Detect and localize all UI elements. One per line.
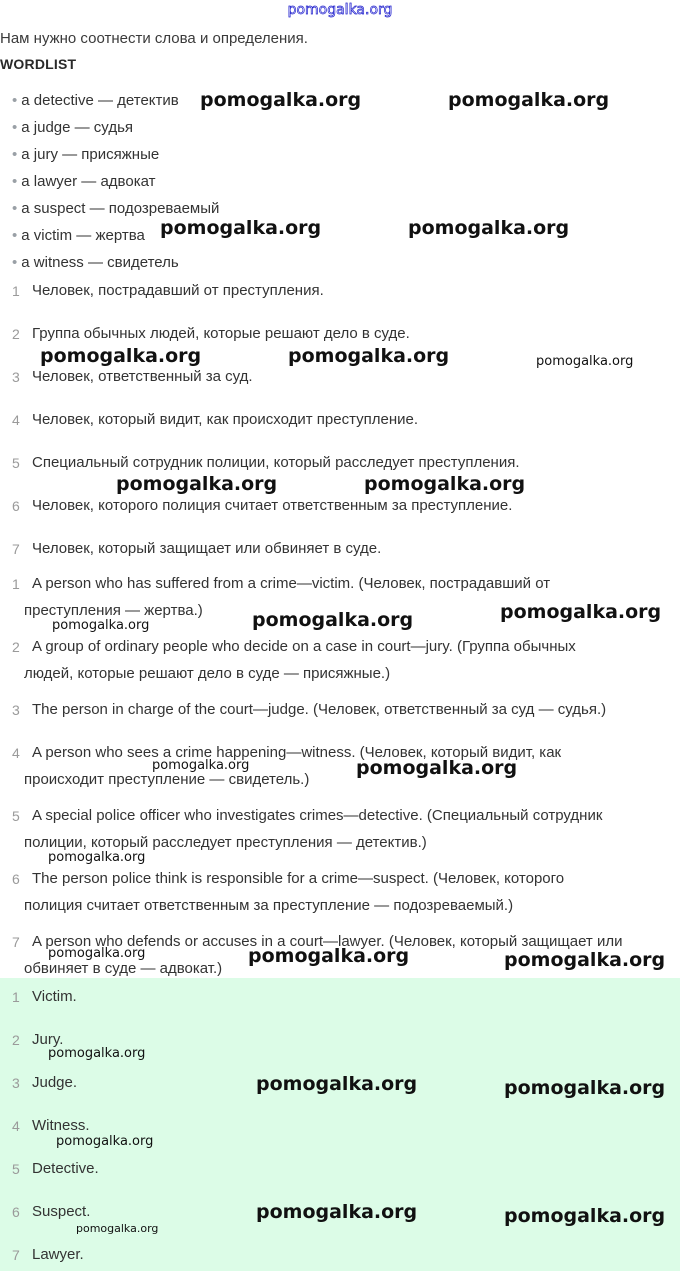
bullet-icon: • bbox=[12, 92, 18, 109]
explanation-line: The person police think is responsible for a crime—suspect. (Человек, которого bbox=[32, 870, 565, 887]
wordlist-item-text: a judge — судья bbox=[21, 119, 134, 136]
wordlist-item bbox=[12, 227, 145, 244]
explanation-line: A person who has suffered from a crime—victim. (Человек, пострадавший от bbox=[32, 575, 551, 592]
definition-text: Человек, который защищает или обвиняет в суде. bbox=[32, 540, 382, 557]
watermark: pomogalka.org bbox=[256, 1201, 418, 1223]
explanation-line: A person who sees a crime happening—witness. (Человек, который видит, как bbox=[32, 744, 562, 761]
watermark: pomogalka.org bbox=[364, 473, 526, 495]
explanation-line: полиции, который расследует преступления — детектив.) bbox=[24, 834, 427, 851]
bullet-icon: • bbox=[12, 227, 18, 244]
explanation-line: обвиняет в суде — адвокат.) bbox=[24, 960, 223, 977]
explanation-line: преступления — жертва.) bbox=[24, 602, 203, 619]
explanation-number: 5 bbox=[12, 808, 20, 824]
watermark: pomogalka.org bbox=[152, 758, 250, 773]
answer-number: 1 bbox=[12, 989, 20, 1005]
wordlist-item bbox=[12, 254, 179, 271]
explanation-number: 1 bbox=[12, 576, 20, 592]
watermark: pomogalka.org bbox=[256, 1073, 418, 1095]
watermark: pomogalka.org bbox=[56, 1134, 154, 1149]
definition-number: 7 bbox=[12, 541, 20, 557]
wordlist-item-text: a detective — детектив bbox=[21, 92, 179, 109]
explanation-line: людей, которые решают дело в суде — присяжные.) bbox=[24, 665, 391, 682]
watermark: pomogalka.org bbox=[536, 354, 634, 369]
wordlist-item-text: a witness — свидетель bbox=[21, 254, 179, 271]
explanation-number: 2 bbox=[12, 639, 20, 655]
watermark: pomogalka.org bbox=[408, 217, 570, 239]
explanation-line: происходит преступление — свидетель.) bbox=[24, 771, 310, 788]
wordlist-title: WORDLIST bbox=[0, 56, 77, 72]
answer-text: Lawyer. bbox=[32, 1246, 84, 1263]
definition-text: Человек, пострадавший от преступления. bbox=[32, 282, 324, 299]
watermark: pomogalka.org bbox=[288, 345, 450, 367]
definition-number: 2 bbox=[12, 326, 20, 342]
watermark: pomogalka.org bbox=[160, 217, 322, 239]
watermark: pomogalka.org bbox=[252, 609, 414, 631]
definition-number: 5 bbox=[12, 455, 20, 471]
answer-text: Jury. bbox=[32, 1031, 64, 1048]
explanation-line: A person who defends or accuses in a court—lawyer. (Человек, который защищает или bbox=[32, 933, 623, 950]
watermark: pomogalka.org bbox=[48, 1046, 146, 1061]
watermark: pomogalka.org bbox=[48, 946, 146, 961]
explanation-line: A special police officer who investigates crimes—detective. (Специальный сотрудник bbox=[32, 807, 603, 824]
watermark: pomogalka.org bbox=[200, 89, 362, 111]
definition-text: Специальный сотрудник полиции, который расследует преступления. bbox=[32, 454, 520, 471]
wordlist-item bbox=[12, 146, 159, 163]
watermark: pomogalka.org bbox=[504, 1077, 666, 1099]
explanation-line: A group of ordinary people who decide on a case in court—jury. (Группа обычных bbox=[32, 638, 576, 655]
watermark: pomogalka.org bbox=[40, 345, 202, 367]
definition-text: Группа обычных людей, которые решают дело в суде. bbox=[32, 325, 410, 342]
answer-text: Detective. bbox=[32, 1160, 99, 1177]
watermark: pomogalka.org bbox=[116, 473, 278, 495]
bullet-icon: • bbox=[12, 173, 18, 190]
watermark: pomogalka.org bbox=[248, 945, 410, 967]
watermark: pomogalka.org bbox=[504, 1205, 666, 1227]
bullet-icon: • bbox=[12, 254, 18, 271]
answer-text: Judge. bbox=[32, 1074, 78, 1091]
bullet-icon: • bbox=[12, 119, 18, 136]
watermark: pomogalka.org bbox=[76, 1222, 159, 1235]
watermark: pomogalka.org bbox=[356, 757, 518, 779]
wordlist-item bbox=[12, 173, 155, 190]
explanation-line: The person in charge of the court—judge. (Человек, ответственный за суд — судья.) bbox=[32, 701, 607, 718]
definition-number: 6 bbox=[12, 498, 20, 514]
answer-number: 3 bbox=[12, 1075, 20, 1091]
answer-number: 4 bbox=[12, 1118, 20, 1134]
explanation-line: полиция считает ответственным за преступление — подозреваемый.) bbox=[24, 897, 514, 914]
definition-text: Человек, которого полиция считает ответственным за преступление. bbox=[32, 497, 513, 514]
answer-number: 5 bbox=[12, 1161, 20, 1177]
definition-number: 3 bbox=[12, 369, 20, 385]
wordlist-item-text: a lawyer — адвокат bbox=[21, 173, 156, 190]
wordlist-item-text: a victim — жертва bbox=[21, 227, 145, 244]
wordlist-item bbox=[12, 119, 133, 136]
answer-number: 7 bbox=[12, 1247, 20, 1263]
answer-text: Suspect. bbox=[32, 1203, 91, 1220]
explanation-number: 4 bbox=[12, 745, 20, 761]
watermark: pomogalka.org bbox=[504, 949, 666, 971]
bullet-icon: • bbox=[12, 200, 18, 217]
explanation-number: 7 bbox=[12, 934, 20, 950]
wordlist-item bbox=[12, 92, 179, 109]
definition-text: Человек, ответственный за суд. bbox=[32, 368, 253, 385]
wordlist-item bbox=[12, 200, 219, 217]
answer-number: 6 bbox=[12, 1204, 20, 1220]
intro-text: Нам нужно соотнести слова и определения. bbox=[0, 30, 308, 47]
bullet-icon: • bbox=[12, 146, 18, 163]
wordlist-item-text: a suspect — подозреваемый bbox=[21, 200, 220, 217]
answer-number: 2 bbox=[12, 1032, 20, 1048]
watermark: pomogalka.org bbox=[500, 601, 662, 623]
watermark: pomogalka.org bbox=[48, 850, 146, 865]
watermark: pomogalka.org bbox=[52, 618, 150, 633]
definition-number: 1 bbox=[12, 283, 20, 299]
answer-text: Victim. bbox=[32, 988, 77, 1005]
wordlist-item-text: a jury — присяжные bbox=[21, 146, 160, 163]
answer-text: Witness. bbox=[32, 1117, 90, 1134]
explanation-number: 6 bbox=[12, 871, 20, 887]
definition-number: 4 bbox=[12, 412, 20, 428]
definition-text: Человек, который видит, как происходит преступление. bbox=[32, 411, 419, 428]
watermark: pomogalka.org bbox=[448, 89, 610, 111]
site-link[interactable]: pomogalka.org bbox=[287, 2, 393, 18]
explanation-number: 3 bbox=[12, 702, 20, 718]
